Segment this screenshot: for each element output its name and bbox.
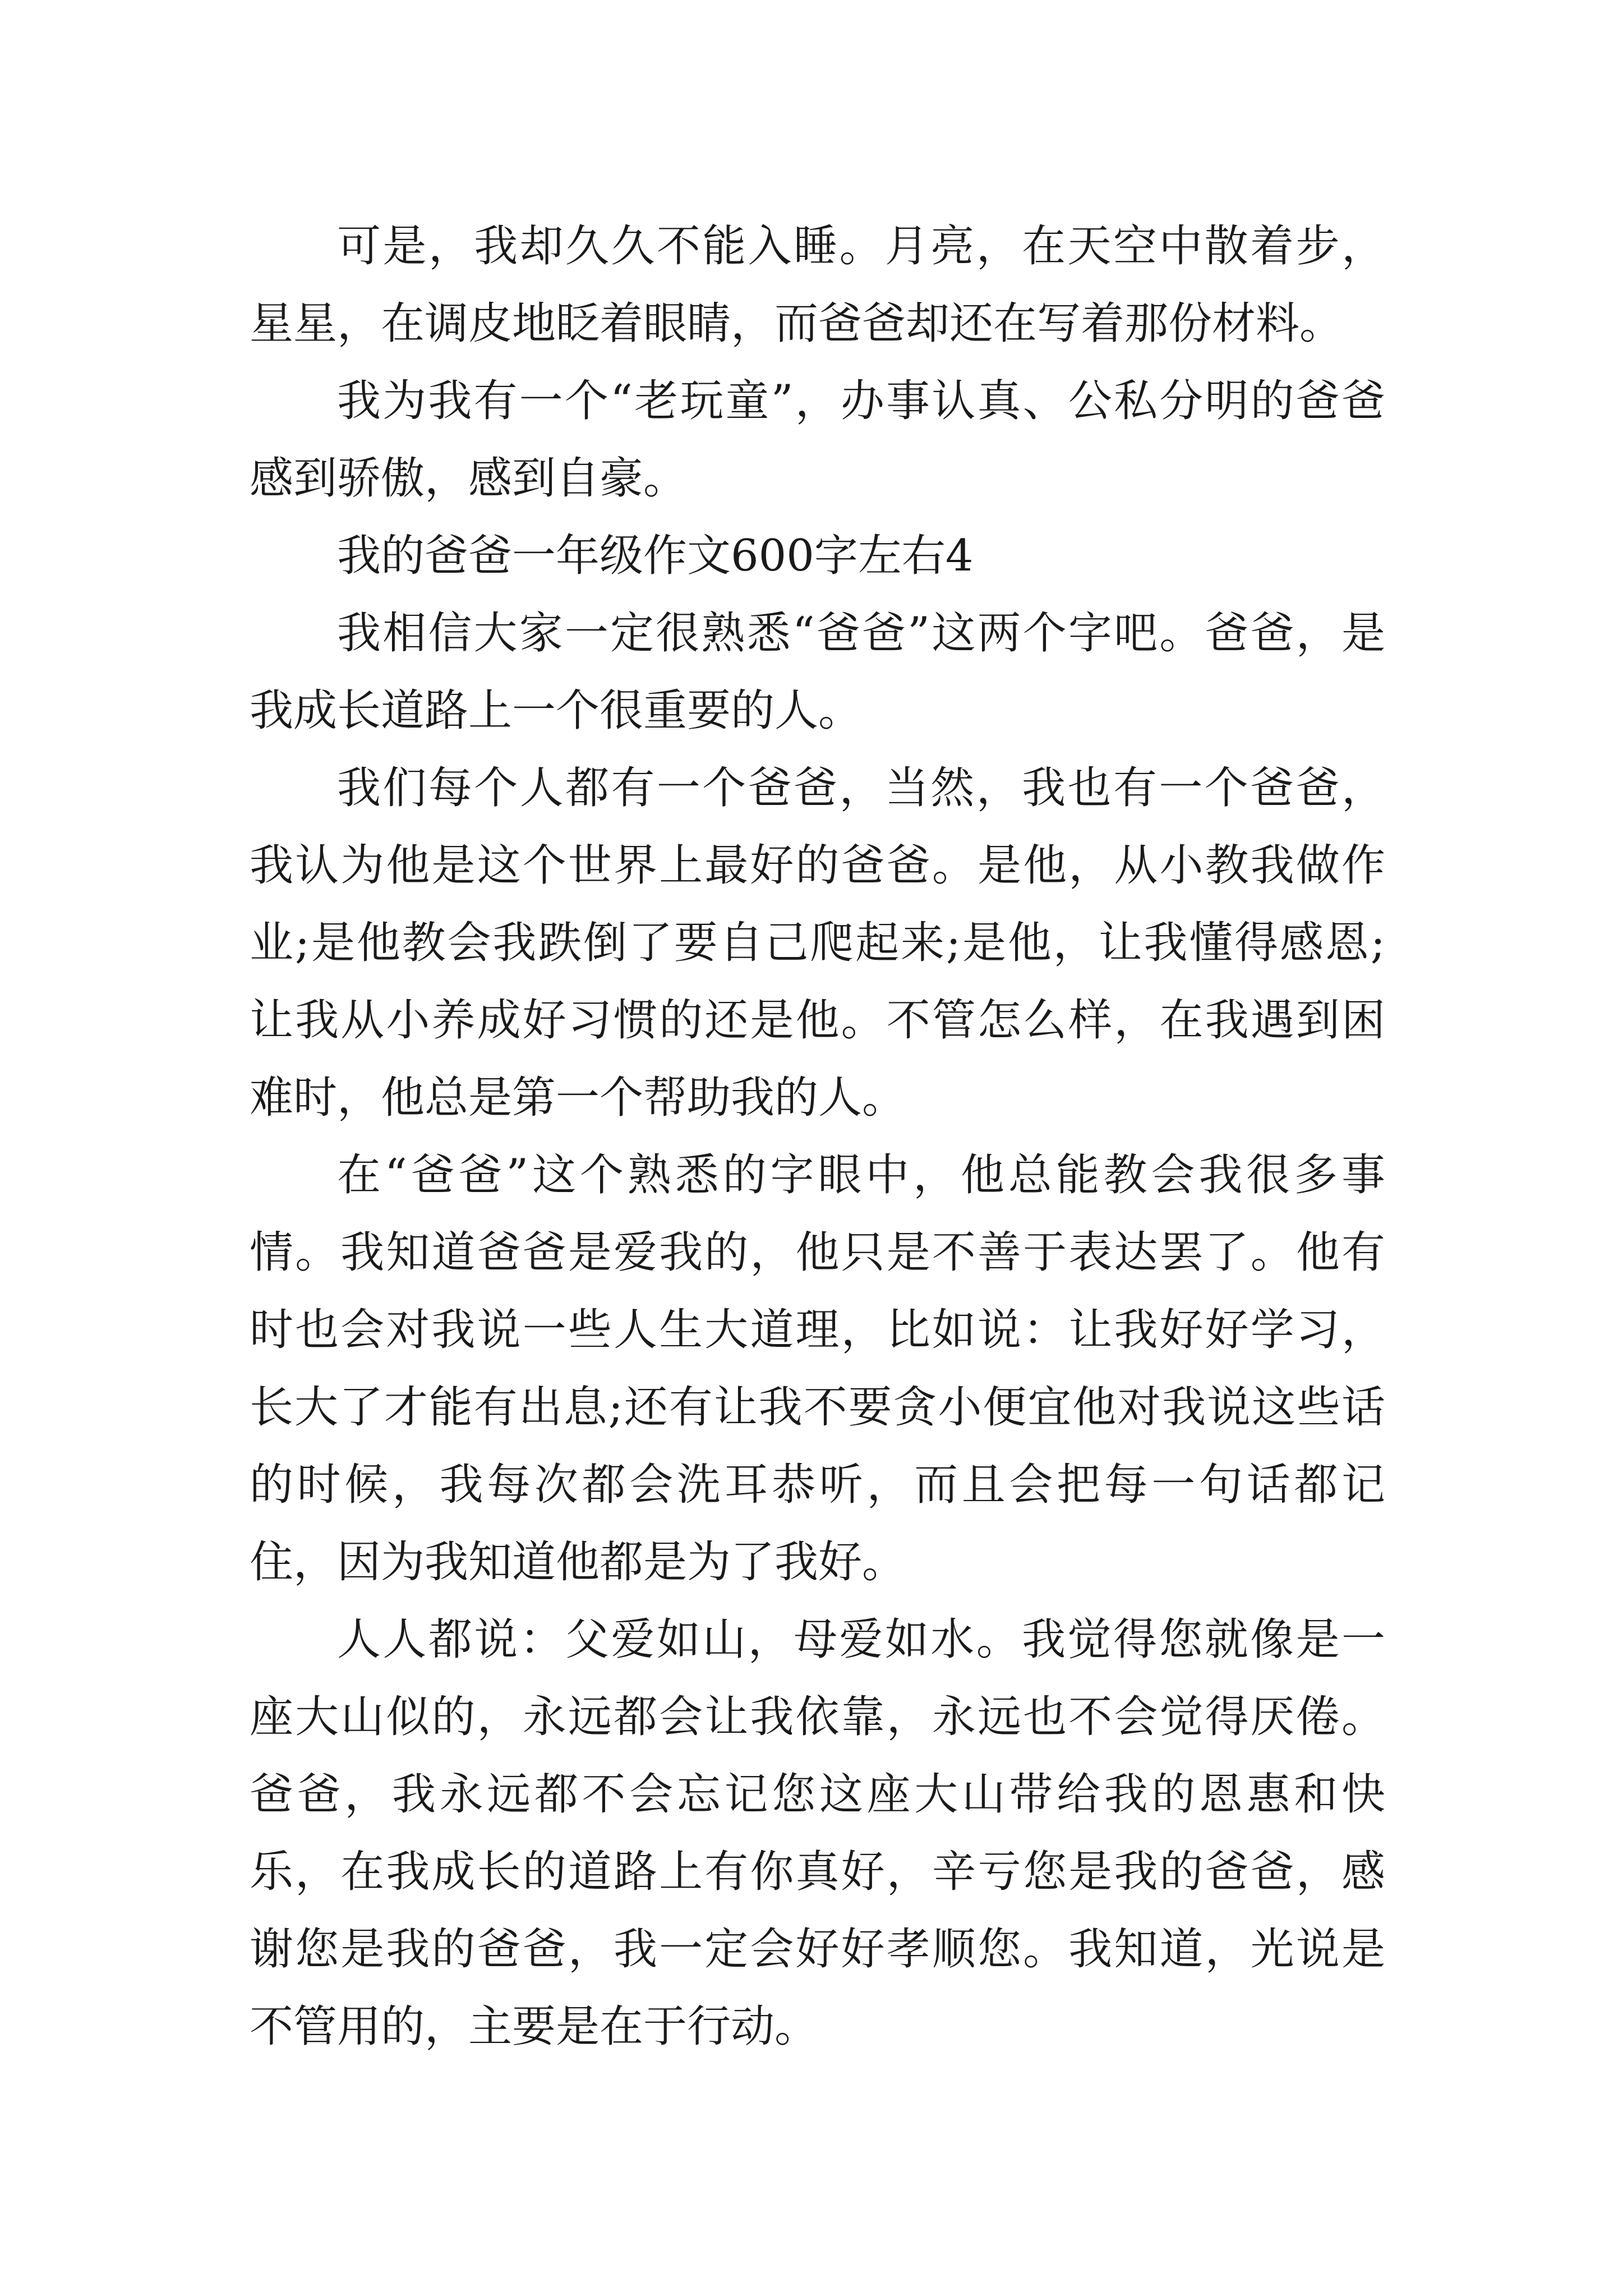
paragraph-sleepless-night: 可是，我却久久不能入睡。月亮，在天空中散着步，星星，在调皮地眨着眼睛，而爸爸却还在写着那份材料。 xyxy=(250,221,1385,349)
essay-heading: 我的爸爸一年级作文600字左右4 xyxy=(337,531,974,581)
paragraph-proud-of-dad: 我为我有一个“老玩童”，办事认真、公私分明的爸爸感到骄傲，感到自豪。 xyxy=(250,376,1385,504)
paragraph-best-dad: 我们每个人都有一个爸爸，当然，我也有一个爸爸，我认为他是这个世界上最好的爸爸。是他，从小教我做作业;是他教会我跌倒了要自己爬起来;是他，让我懂得感恩;让我从小养成好习惯的还是他。不管怎么样，在我遇到困难时，他总是第一个帮助我的人。 xyxy=(250,763,1385,1123)
paragraph-life-lessons: 在“爸爸”这个熟悉的字眼中，他总能教会我很多事情。我知道爸爸是爱我的，他只是不善于表达罢了。他有时也会对我说一些人生大道理，比如说：让我好好学习，长大了才能有出息;还有让我不要贪小便宜他对我说这些话的时候，我每次都会洗耳恭听，而且会把每一句话都记住，因为我知道他都是为了我好。 xyxy=(250,1150,1385,1588)
paragraph-father-like-mountain: 人人都说：父爱如山，母爱如水。我觉得您就像是一座大山似的，永远都会让我依靠，永远也不会觉得厌倦。爸爸，我永远都不会忘记您这座大山带给我的恩惠和快乐，在我成长的道路上有你真好，辛亏您是我的爸爸，感谢您是我的爸爸，我一定会好好孝顺您。我知道，光说是不管用的，主要是在于行动。 xyxy=(250,1614,1385,2052)
paragraph-familiar-word: 我相信大家一定很熟悉“爸爸”这两个字吧。爸爸，是我成长道路上一个很重要的人。 xyxy=(250,608,1385,736)
document-body xyxy=(250,208,1385,2065)
